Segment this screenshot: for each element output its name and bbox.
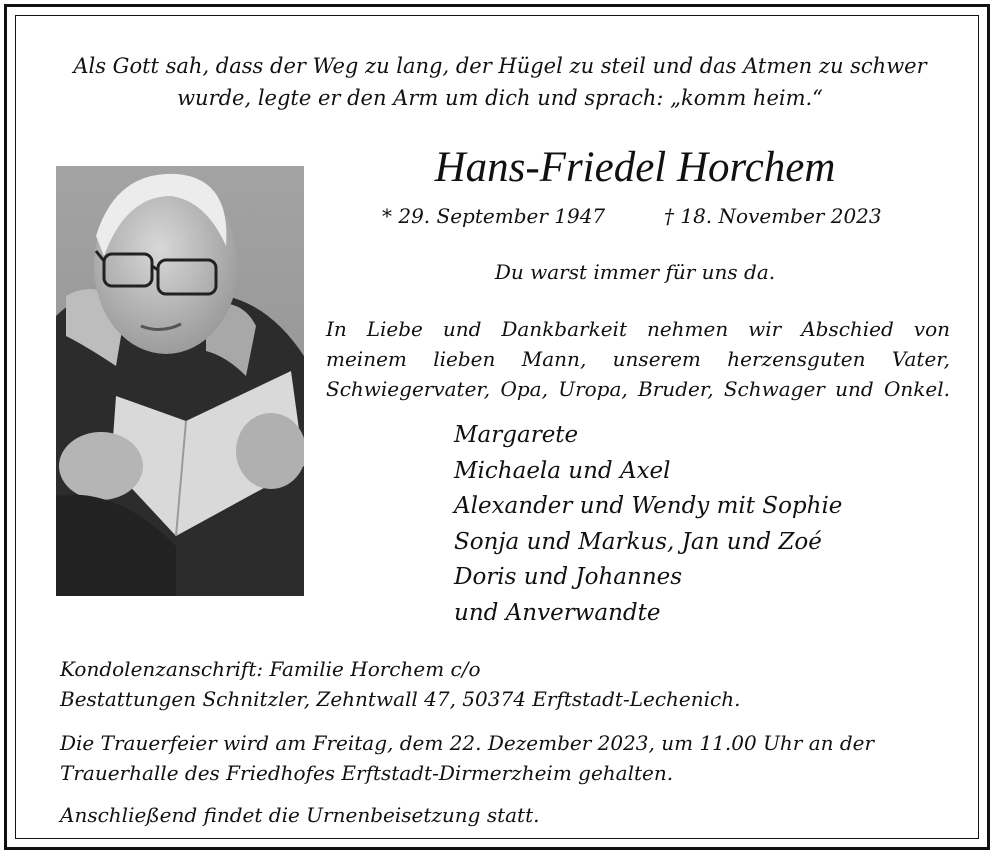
birth-date: * 29. September 1947 [382,204,606,228]
portrait-photo [56,166,304,596]
farewell-line: meinem lieben Mann, unserem herzensguten Vater, [326,347,950,371]
farewell-text [326,314,950,404]
condolence-address [60,654,960,714]
family-member: Doris und Johannes [454,564,683,591]
portrait-illustration [56,166,304,596]
farewell-line: In Liebe und Dankbarkeit nehmen wir Abschied von [326,317,950,341]
condolence-line: Bestattungen Schnitzler, Zehntwall 47, 50374 Erftstadt-Lechenich. [60,687,741,711]
ceremony-info [60,728,960,788]
motto-line: wurde, legte er den Arm um dich und sprach: „komm heim.“ [177,86,823,110]
motto [40,50,960,114]
farewell-line: Schwiegervater, Opa, Uropa, Bruder, Schwager und Onkel. [326,377,950,401]
burial-info: Anschließend findet die Urnenbeisetzung statt. [60,803,540,827]
ceremony-line: Die Trauerfeier wird am Freitag, dem 22. Dezember 2023, um 11.00 Uhr an der [60,731,875,755]
tagline: Du warst immer für uns da. [494,260,776,284]
condolence-line: Kondolenzanschrift: Familie Horchem c/o [60,657,481,681]
family-member: Margarete [454,422,579,448]
family-member: Michaela und Axel [454,457,671,484]
family-list [454,418,842,632]
deceased-name: Hans-Friedel Horchem [434,144,836,191]
death-date: † 18. November 2023 [664,204,882,228]
family-member: Alexander und Wendy mit Sophie [454,493,843,520]
motto-line: Als Gott sah, dass der Weg zu lang, der Hügel zu steil und das Atmen zu schwer [73,54,927,78]
ceremony-line: Trauerhalle des Friedhofes Erftstadt-Dirmerzheim gehalten. [60,761,674,785]
family-member: und Anverwandte [454,599,661,626]
family-member: Sonja und Markus, Jan und Zoé [454,528,822,555]
